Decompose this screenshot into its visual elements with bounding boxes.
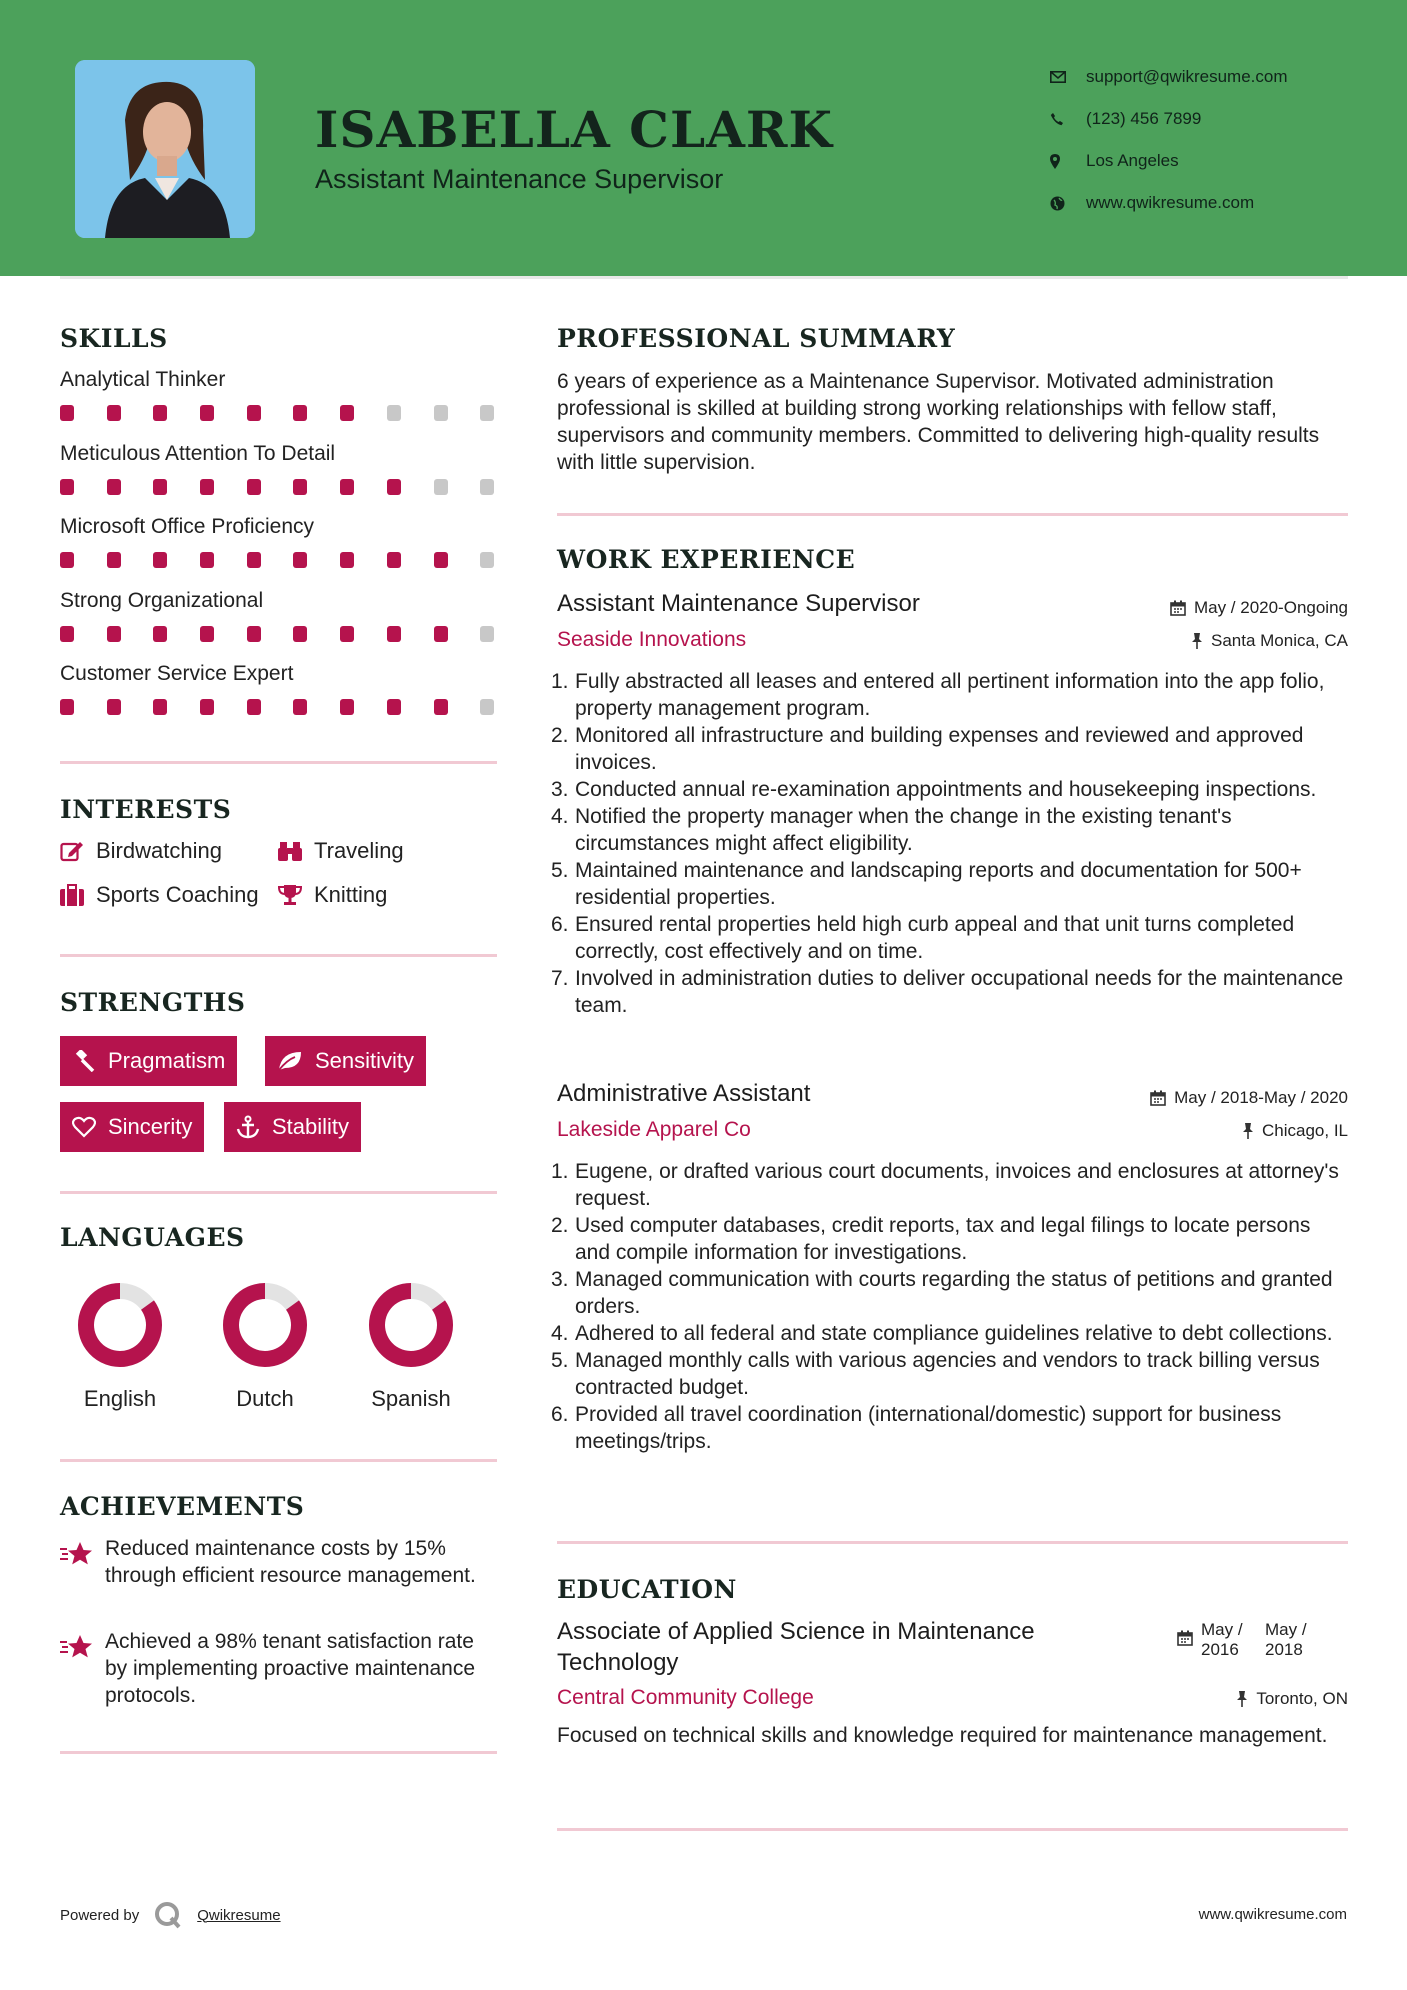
job-bullet (551, 668, 1348, 722)
school-name: Central Community College (557, 1686, 814, 1709)
skill-name: Customer Service Expert (60, 662, 294, 685)
rating-dot-filled (387, 699, 401, 715)
bullet-number: 2. (551, 724, 569, 747)
star-icon (60, 1634, 94, 1660)
skill-name: Strong Organizational (60, 588, 264, 612)
strength-label: Stability (272, 1114, 350, 1139)
bullet-text: Notified the property manager when the change in the existing tenant's circumstances might affect eligibility. (575, 805, 1232, 855)
interest-item (278, 882, 387, 908)
rating-dot-empty (480, 479, 494, 495)
bullet-number: 5. (551, 1349, 569, 1372)
degree-title: Associate of Applied Science in Maintenance Technology (557, 1618, 1035, 1676)
language-label: English (83, 1386, 157, 1411)
envelope-icon (1050, 71, 1086, 83)
contact-location (1050, 140, 1288, 182)
job-bullet (551, 911, 1348, 965)
job-bullet (551, 1158, 1348, 1212)
rating-dot-filled (200, 626, 214, 642)
bullet-text: Adhered to all federal and state compliance guidelines relative to debt collections. (575, 1322, 1333, 1345)
education-description: Focused on technical skills and knowledge required for maintenance management. (557, 1724, 1328, 1747)
bullet-number: 4. (551, 805, 569, 828)
strength-label: Sensitivity (315, 1048, 415, 1073)
education-heading: EDUCATION (557, 1575, 737, 1604)
pushpin-icon (1236, 1691, 1248, 1707)
rating-dot-filled (200, 552, 214, 568)
rating-dot-filled (200, 479, 214, 495)
bullet-number: 1. (551, 670, 569, 693)
section-divider (557, 513, 1348, 516)
job-bullet (551, 722, 1348, 776)
skill-name: Meticulous Attention To Detail (60, 441, 336, 465)
rating-dot-filled (107, 479, 121, 495)
strength-label: Pragmatism (108, 1048, 226, 1073)
education-location-text: Toronto, ON (1256, 1689, 1348, 1708)
candidate-title: Assistant Maintenance Supervisor (315, 164, 724, 194)
bullet-number: 5. (551, 859, 569, 882)
rating-dot-filled (293, 552, 307, 568)
interest-item (60, 838, 222, 864)
education-end (1265, 1620, 1307, 1660)
interest-label: Birdwatching (96, 838, 222, 863)
rating-dot-filled (107, 699, 121, 715)
job-title: Assistant Maintenance Supervisor (557, 590, 920, 617)
globe-icon (1050, 196, 1086, 211)
binoculars-icon (278, 840, 302, 862)
education-start-year: 2016 (1201, 1640, 1239, 1659)
rating-dot-filled (387, 479, 401, 495)
rating-dot-filled (434, 699, 448, 715)
calendar-icon (1170, 600, 1186, 616)
education-start (1201, 1620, 1265, 1660)
bullet-text: Fully abstracted all leases and entered all pertinent information into the app folio, property management program. (575, 670, 1325, 720)
contact-email (1050, 56, 1288, 98)
rating-dot-filled (153, 626, 167, 642)
rating-dot-filled (60, 405, 74, 421)
job-title: Administrative Assistant (557, 1080, 811, 1107)
rating-dot-empty (434, 405, 448, 421)
job-bullet (551, 1212, 1348, 1266)
rating-dot-filled (200, 699, 214, 715)
contact-phone (1050, 98, 1288, 140)
rating-dot-filled (293, 626, 307, 642)
job-bullet (551, 1266, 1348, 1320)
skills-heading: SKILLS (60, 324, 168, 353)
anchor-icon (236, 1115, 260, 1139)
star-icon (60, 1541, 94, 1567)
job-company: Seaside Innovations (557, 628, 747, 651)
calendar-icon (1150, 1090, 1166, 1106)
rating-dot-filled (247, 626, 261, 642)
skill-rating (60, 405, 527, 421)
education-location (1236, 1689, 1348, 1709)
summary-text: 6 years of experience as a Maintenance Supervisor. Motivated administration professional is skilled at building strong working relationships with fellow staff, supervisors and community members. Committed to delivering high-quality results with little supervision. (557, 370, 1320, 474)
section-divider (60, 1191, 497, 1194)
skill-name: Analytical Thinker (60, 368, 226, 391)
strength-label: Sincerity (108, 1114, 193, 1139)
bullet-text: Eugene, or drafted various court documents, invoices and enclosures at attorney's request. (575, 1160, 1339, 1210)
rating-dot-filled (340, 405, 354, 421)
bullet-number: 3. (551, 778, 569, 801)
section-divider (60, 1751, 497, 1754)
contact-website (1050, 182, 1288, 224)
education-end-month: May / (1265, 1620, 1307, 1639)
contact-website-text[interactable]: www.qwikresume.com (1086, 193, 1255, 212)
achievement-item (60, 1535, 480, 1589)
rating-dot-filled (60, 626, 74, 642)
rating-dot-empty (434, 479, 448, 495)
rating-dot-empty (480, 699, 494, 715)
rating-dot-filled (293, 699, 307, 715)
job-bullet (551, 1401, 1348, 1455)
languages-heading: LANGUAGES (60, 1223, 245, 1252)
job-bullet (551, 1320, 1348, 1347)
trophy-icon (278, 884, 302, 906)
gavel-icon (72, 1050, 96, 1072)
education-dates (1177, 1620, 1307, 1660)
interest-label: Knitting (314, 882, 388, 907)
job-company: Lakeside Apparel Co (557, 1118, 751, 1141)
rating-dot-empty (480, 626, 494, 642)
bullet-number: 6. (551, 913, 569, 936)
strength-badge (60, 1036, 237, 1086)
job-dates (1170, 598, 1348, 618)
rating-dot-empty (480, 405, 494, 421)
rating-dot-filled (153, 479, 167, 495)
strengths-heading: STRENGTHS (60, 988, 246, 1017)
header-divider (60, 276, 1348, 279)
bullet-text: Conducted annual re-examination appointments and housekeeping inspections. (575, 778, 1317, 801)
rating-dot-filled (340, 552, 354, 568)
briefcase-icon (60, 884, 84, 906)
bullet-text: Maintained maintenance and landscaping reports and documentation for 500+ residential properties. (575, 859, 1302, 909)
job-dates-text: May / 2018-May / 2020 (1174, 1088, 1348, 1107)
interests-heading: INTERESTS (60, 795, 232, 824)
job-dates-text: May / 2020-Ongoing (1193, 598, 1348, 617)
bullet-number: 1. (551, 1160, 569, 1183)
rating-dot-filled (340, 699, 354, 715)
rating-dot-filled (293, 479, 307, 495)
rating-dot-filled (60, 479, 74, 495)
rating-dot-filled (107, 552, 121, 568)
rating-dot-filled (247, 552, 261, 568)
skill-rating (60, 479, 527, 495)
section-divider (557, 1541, 1348, 1544)
contact-phone-text[interactable]: (123) 456 7899 (1086, 109, 1202, 128)
bullet-number: 2. (551, 1214, 569, 1237)
contact-list (1050, 56, 1288, 224)
rating-dot-filled (387, 626, 401, 642)
bullet-number: 3. (551, 1268, 569, 1291)
job-location (1242, 1121, 1348, 1141)
interest-item (278, 838, 404, 864)
job-location-text: Santa Monica, CA (1210, 631, 1348, 650)
calendar-icon (1177, 1630, 1193, 1646)
header-banner (0, 0, 1407, 276)
bullet-number: 4. (551, 1322, 569, 1345)
job-bullet-list (551, 1158, 1348, 1455)
candidate-name: ISABELLA CLARK (315, 100, 833, 159)
phone-icon (1050, 112, 1086, 126)
rating-dot-filled (153, 405, 167, 421)
footer-powered-by (60, 1900, 281, 1930)
rating-dot-empty (480, 552, 494, 568)
pushpin-icon (1242, 1123, 1254, 1139)
language-label: Dutch (236, 1386, 294, 1411)
bullet-text: Monitored all infrastructure and building expenses and reviewed and approved invoices. (575, 724, 1304, 774)
rating-dot-filled (247, 699, 261, 715)
job-bullet (551, 776, 1348, 803)
language-donut-charts (60, 1272, 497, 1382)
achievement-text: Achieved a 98% tenant satisfaction rate by implementing proactive maintenance protocols. (105, 1630, 476, 1707)
section-divider (60, 1459, 497, 1462)
rating-dot-filled (340, 479, 354, 495)
rating-dot-filled (60, 552, 74, 568)
rating-dot-filled (247, 479, 261, 495)
job-bullet-list (551, 668, 1348, 1019)
bullet-number: 7. (551, 967, 569, 990)
experience-heading: WORK EXPERIENCE (557, 545, 856, 574)
language-label: Spanish (371, 1386, 451, 1411)
bullet-text: Managed communication with courts regarding the status of petitions and granted orders. (575, 1268, 1333, 1318)
rating-dot-filled (107, 405, 121, 421)
rating-dot-filled (153, 552, 167, 568)
section-divider (60, 954, 497, 957)
section-divider (60, 761, 497, 764)
strength-badge (265, 1036, 426, 1086)
summary-heading: PROFESSIONAL SUMMARY (557, 324, 956, 353)
skill-rating (60, 552, 527, 568)
rating-dot-filled (434, 626, 448, 642)
interest-label: Traveling (314, 838, 404, 863)
interest-label: Sports Coaching (96, 882, 259, 907)
rating-dot-filled (293, 405, 307, 421)
rating-dot-filled (200, 405, 214, 421)
bullet-text: Involved in administration duties to deliver occupational needs for the maintenance team. (575, 967, 1344, 1017)
edit-icon (60, 840, 84, 862)
qwikresume-logo-icon (153, 1900, 183, 1930)
bullet-text: Ensured rental properties held high curb appeal and that unit turns completed correctly, cost effectively and on time. (575, 913, 1295, 963)
bullet-number: 6. (551, 1403, 569, 1426)
skill-rating (60, 699, 527, 715)
skill-name: Microsoft Office Proficiency (60, 515, 315, 538)
rating-dot-filled (387, 552, 401, 568)
strength-badge (60, 1102, 204, 1152)
job-bullet (551, 965, 1348, 1019)
profile-photo (75, 60, 255, 238)
heart-icon (72, 1116, 96, 1138)
contact-location-text: Los Angeles (1086, 151, 1179, 170)
map-marker-icon (1050, 154, 1086, 169)
job-bullet (551, 857, 1348, 911)
contact-email-text[interactable]: support@qwikresume.com (1086, 67, 1288, 86)
section-divider (557, 1828, 1348, 1831)
bullet-text: Used computer databases, credit reports, tax and legal filings to locate persons and compile information for investigations. (575, 1214, 1311, 1264)
bullet-text: Provided all travel coordination (international/domestic) support for business meetings/trips. (575, 1403, 1282, 1453)
powered-by-text: Powered by (60, 1906, 140, 1924)
rating-dot-empty (387, 405, 401, 421)
rating-dot-filled (340, 626, 354, 642)
job-bullet (551, 1347, 1348, 1401)
bullet-text: Managed monthly calls with various agencies and vendors to track billing versus contracted budget. (575, 1349, 1320, 1399)
rating-dot-filled (153, 699, 167, 715)
rating-dot-filled (60, 699, 74, 715)
achievement-text: Reduced maintenance costs by 15% through efficient resource management. (105, 1537, 476, 1587)
brand-link[interactable]: Qwikresume (197, 1906, 281, 1924)
education-start-month: May / (1201, 1620, 1243, 1639)
footer-website[interactable]: www.qwikresume.com (1198, 1906, 1347, 1923)
job-location (1191, 631, 1348, 651)
interest-item (60, 882, 259, 908)
strength-badge (224, 1102, 361, 1152)
achievements-heading: ACHIEVEMENTS (60, 1492, 305, 1521)
pushpin-icon (1191, 633, 1203, 649)
rating-dot-filled (107, 626, 121, 642)
skill-rating (60, 626, 527, 642)
job-dates (1150, 1088, 1348, 1108)
job-bullet (551, 803, 1348, 857)
rating-dot-filled (434, 552, 448, 568)
achievement-item (60, 1628, 480, 1709)
job-location-text: Chicago, IL (1262, 1121, 1348, 1140)
rating-dot-filled (247, 405, 261, 421)
education-end-year: 2018 (1265, 1640, 1303, 1659)
person-avatar-icon (75, 60, 255, 238)
leaf-icon (277, 1050, 303, 1072)
